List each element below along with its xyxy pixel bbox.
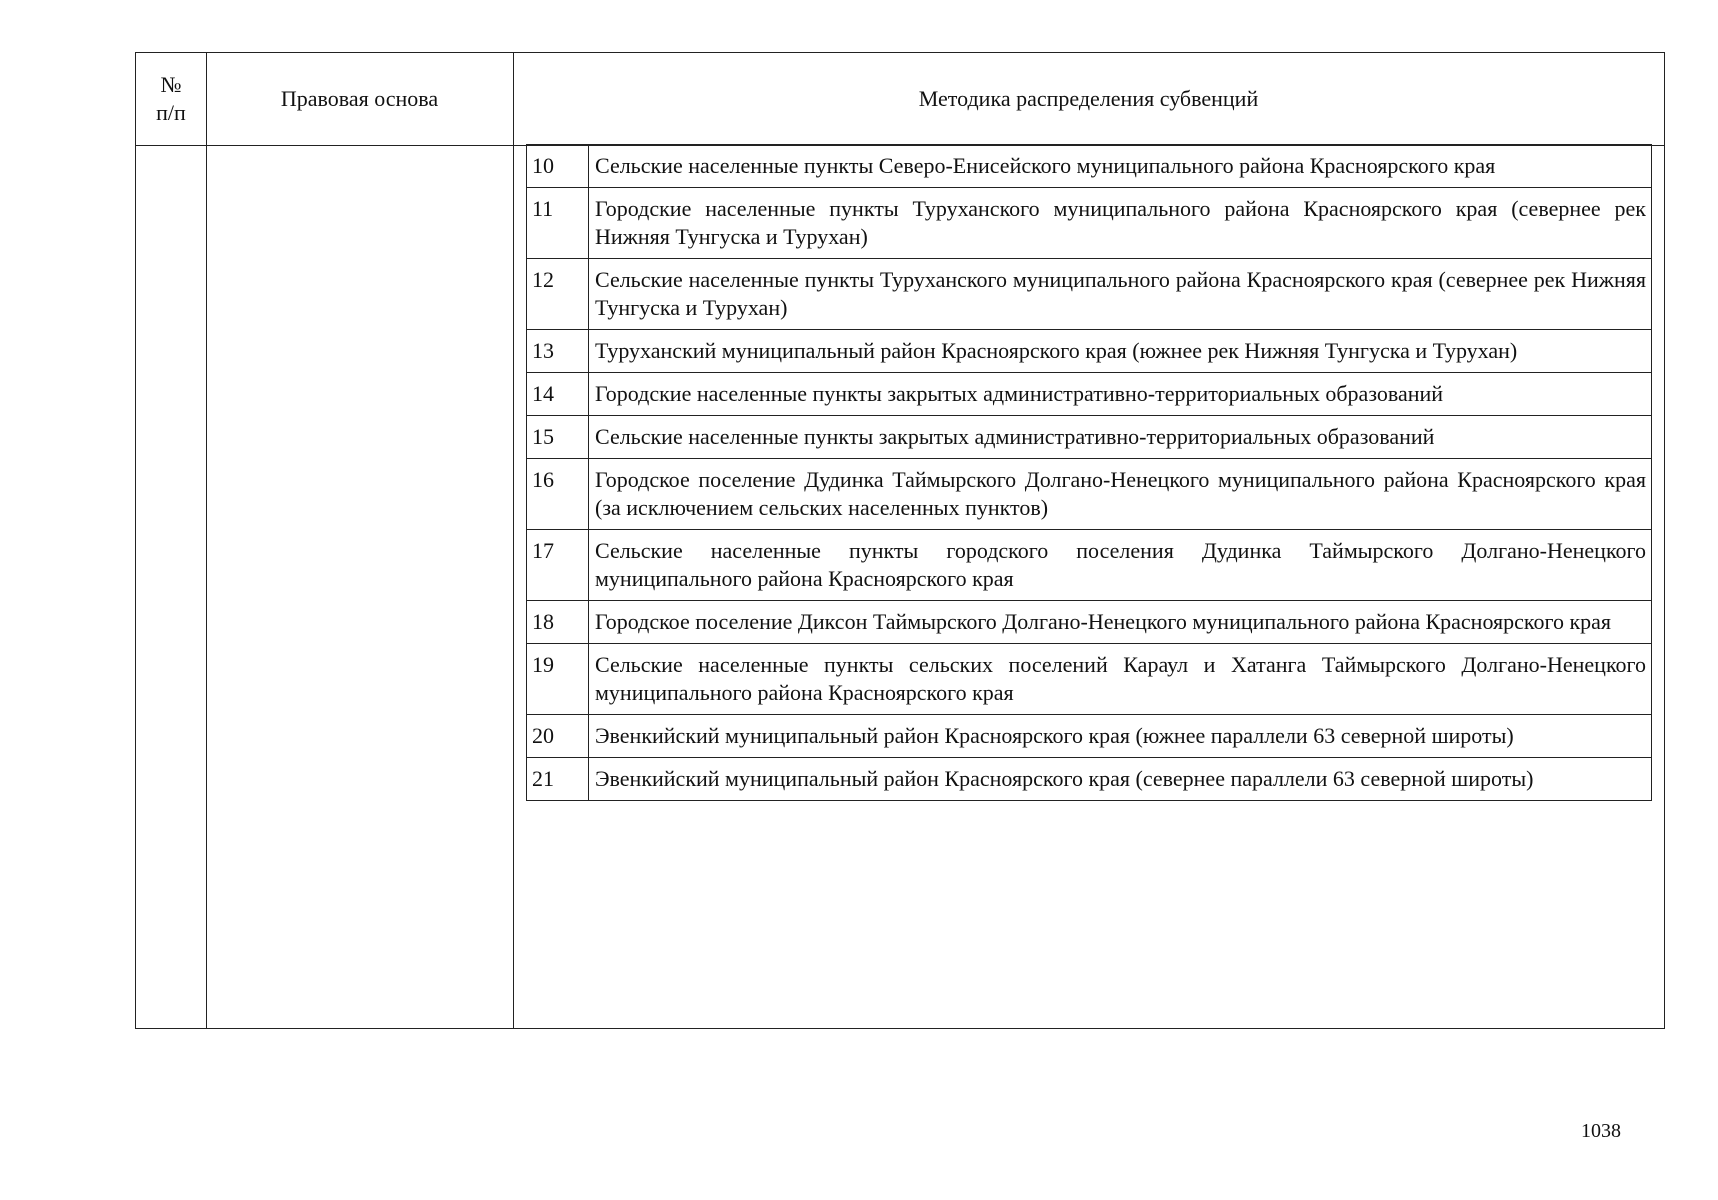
row-number: 10 — [527, 145, 589, 188]
row-text: Сельские населенные пункты Туруханского муниципального района Красноярского края (севернее рек Нижняя Тунгуска и Турухан) — [589, 259, 1652, 330]
row-number: 19 — [527, 644, 589, 715]
table-row — [527, 188, 1652, 259]
row-number: 11 — [527, 188, 589, 259]
table-row — [527, 416, 1652, 459]
row-text: Городское поселение Диксон Таймырского Долгано-Ненецкого муниципального района Красноярского края — [589, 601, 1652, 644]
row-text: Городские населенные пункты Туруханского муниципального района Красноярского края (севернее рек Нижняя Тунгуска и Турухан) — [589, 188, 1652, 259]
row-number: 15 — [527, 416, 589, 459]
row-number: 12 — [527, 259, 589, 330]
row-number: 20 — [527, 715, 589, 758]
table-row — [527, 259, 1652, 330]
table-row — [527, 330, 1652, 373]
table-row — [527, 601, 1652, 644]
row-text: Сельские населенные пункты закрытых административно-территориальных образований — [589, 416, 1652, 459]
row-text: Городские населенные пункты закрытых административно-территориальных образований — [589, 373, 1652, 416]
table-row — [527, 530, 1652, 601]
table-row — [527, 644, 1652, 715]
table-row — [527, 373, 1652, 416]
method-subtable — [526, 144, 1652, 801]
header-method — [513, 53, 1664, 145]
table-row — [527, 145, 1652, 188]
header-legal-basis — [206, 53, 513, 145]
row-text: Туруханский муниципальный район Красноярского края (южнее рек Нижняя Тунгуска и Турухан) — [589, 330, 1652, 373]
row-text: Эвенкийский муниципальный район Красноярского края (южнее параллели 63 северной широты) — [589, 715, 1652, 758]
row-text: Сельские населенные пункты городского поселения Дудинка Таймырского Долгано-Ненецкого муниципального района Красноярского края — [589, 530, 1652, 601]
header-legal-basis-label: Правовая основа — [280, 86, 439, 111]
table-row — [527, 715, 1652, 758]
page-number: 1038 — [1581, 1120, 1621, 1142]
column-divider — [513, 53, 514, 1028]
row-number: 13 — [527, 330, 589, 373]
header-num — [136, 53, 206, 145]
row-number: 17 — [527, 530, 589, 601]
row-number: 21 — [527, 758, 589, 801]
column-divider — [206, 53, 207, 1028]
row-number: 18 — [527, 601, 589, 644]
row-text: Сельские населенные пункты сельских поселений Караул и Хатанга Таймырского Долгано-Ненецкого муниципального района Красноярского края — [589, 644, 1652, 715]
row-text: Сельские населенные пункты Северо-Енисейского муниципального района Красноярского края — [589, 145, 1652, 188]
table-row — [527, 758, 1652, 801]
header-num-label: № п/п — [156, 72, 186, 125]
table-row — [527, 459, 1652, 530]
row-text: Эвенкийский муниципальный район Красноярского края (севернее параллели 63 северной широты) — [589, 758, 1652, 801]
row-text: Городское поселение Дудинка Таймырского Долгано-Ненецкого муниципального района Красноярского края (за исключением сельских населенных пунктов) — [589, 459, 1652, 530]
row-number: 16 — [527, 459, 589, 530]
header-method-label: Методика распределения субвенций — [918, 86, 1259, 111]
row-number: 14 — [527, 373, 589, 416]
